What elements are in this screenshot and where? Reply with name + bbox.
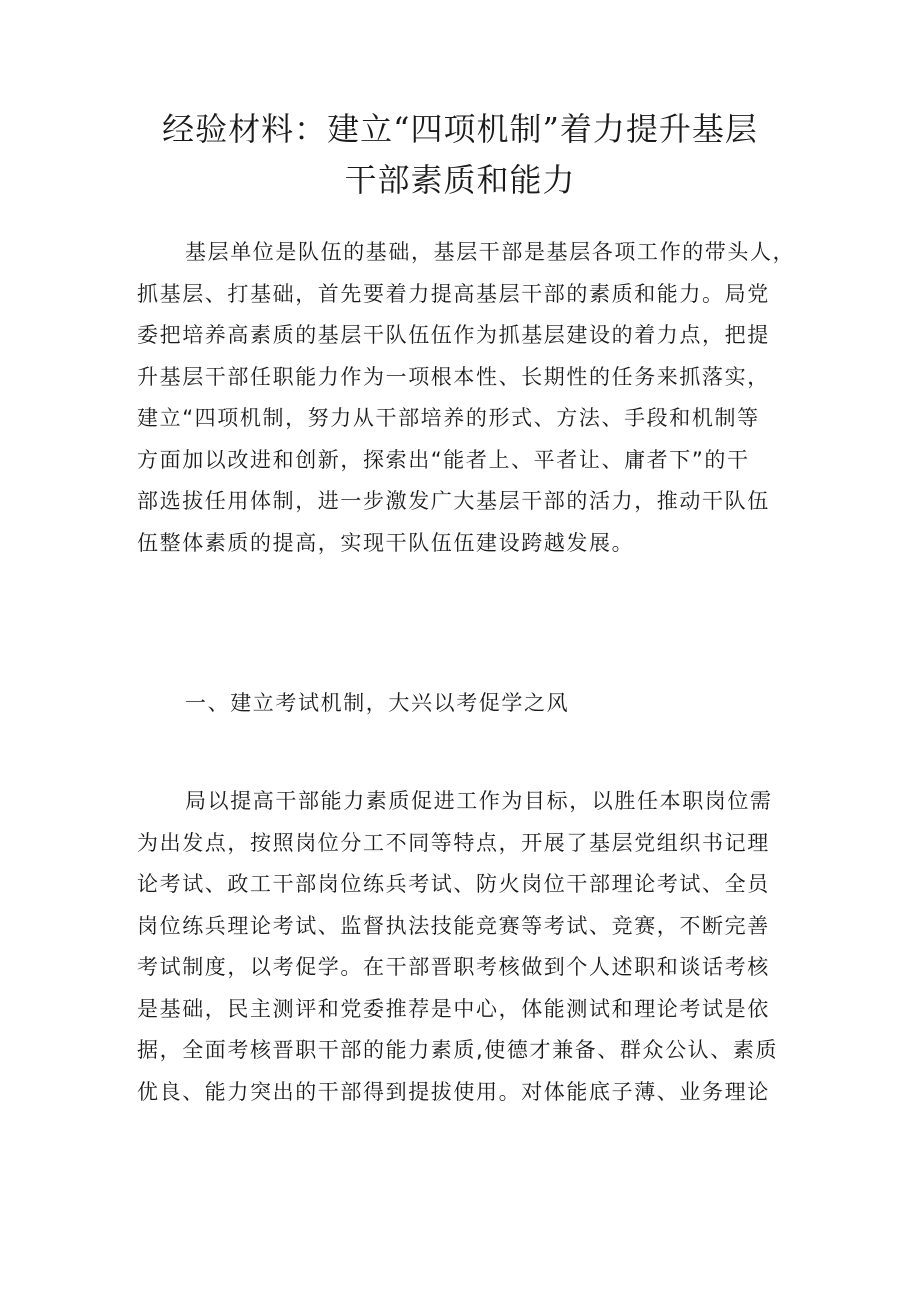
paragraph-line: 建立“四项机制，努力从干部培养的形式、方法、手段和机制等 <box>137 406 760 430</box>
document-title-line-1: 经验材料：建立“四项机制”着力提升基层 <box>162 110 758 148</box>
paragraph-line: 基层单位是队伍的基础，基层干部是基层各项工作的带头人， <box>185 240 796 264</box>
paragraph-line: 抓基层、打基础，首先要着力提高基层干部的素质和能力。局党 <box>137 281 770 306</box>
paragraph-line: 考试制度，以考促学。在干部晋职考核做到个人述职和谈话考核 <box>137 955 770 979</box>
section-1-paragraph <box>137 781 792 1113</box>
paragraph-line: 部选拔任用体制，进一步激发广大基层干部的活力，推动干队伍 <box>137 489 770 513</box>
paragraph-line: 为出发点，按照岗位分工不同等特点，开展了基层党组织书记理 <box>137 830 770 855</box>
paragraph-line: 局以提高干部能力素质促进工作为目标，以胜任本职岗位需 <box>185 789 773 813</box>
paragraph-line: 方面加以改进和创新，探索出“能者上、平者让、庸者下”的干 <box>137 447 750 472</box>
paragraph-line: 优良、能力突出的干部得到提拔使用。对体能底子薄、业务理论 <box>137 1079 770 1104</box>
paragraph-line: 升基层干部任职能力作为一项根本性、长期性的任务来抓落实， <box>137 364 770 389</box>
intro-paragraph <box>137 232 796 564</box>
paragraph-line: 岗位练兵理论考试、监督执法技能竞赛等考试、竞赛，不断完善 <box>137 913 770 938</box>
document-title-line-2: 干部素质和能力 <box>344 161 576 199</box>
paragraph-line: 论考试、政工干部岗位练兵考试、防火岗位干部理论考试、全员 <box>137 872 770 896</box>
paragraph-line: 伍整体素质的提高，实现干队伍伍建设跨越发展。 <box>137 530 635 555</box>
paragraph-line: 据，全面考核晋职干部的能力素质,使德才兼备、群众公认、素质 <box>137 1038 779 1062</box>
section-heading-1: 一、建立考试机制，大兴以考促学之风 <box>185 691 570 715</box>
paragraph-line: 是基础，民主测评和党委推荐是中心，体能测试和理论考试是依 <box>137 996 770 1021</box>
paragraph-line: 委把培养高素质的基层干队伍伍作为抓基层建设的着力点，把提 <box>137 323 770 347</box>
